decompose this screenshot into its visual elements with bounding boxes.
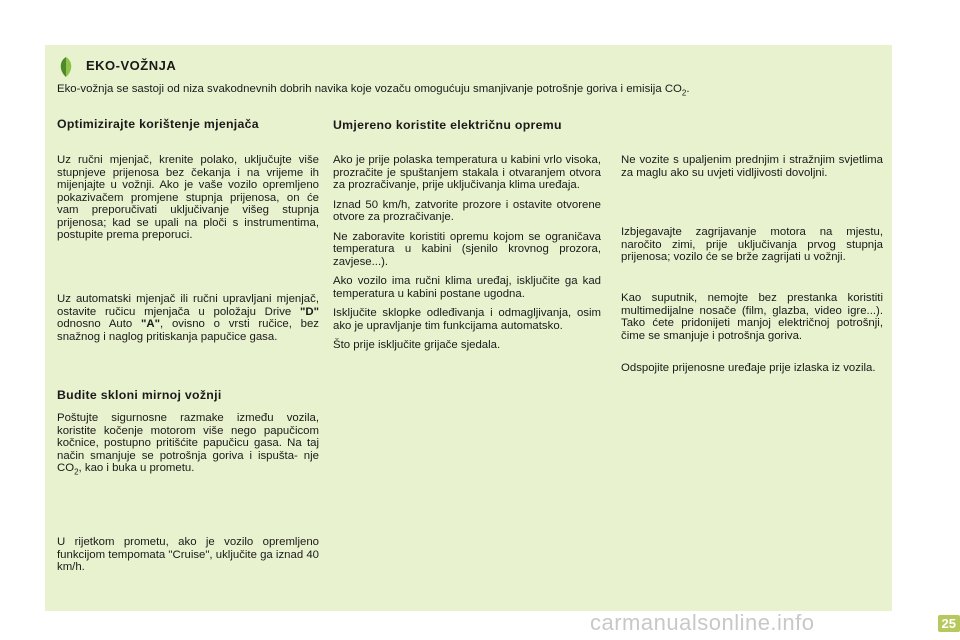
electric-paragraph: Ako vozilo ima ručni klima uređaj, isključite ga kad temperatura u kabini postane ugodna. bbox=[333, 275, 601, 300]
calm-paragraph-1: Poštujte sigurnosne razmake između vozila, koristite kočenje motorom više nego papučicom kočnice, postupno pritišćite papučicu gasa. Na taj način smanjuje se potrošnja goriva i ispušta- nje $CO_2$, kao i buka u prometu. bbox=[57, 412, 319, 477]
gearbox-paragraph-2: Uz automatski mjenjač ili ručni upravljani mjenjač, ostavite ručicu mjenjača u položaju Drive "D" odnosno Auto "A", ovisno o vrsti ručice, bez snažnog i naglog pritiskanja papučice gasa. bbox=[57, 293, 320, 343]
heading-calm-driving: Budite skloni mirnoj vožnji bbox=[57, 388, 222, 402]
electric-paragraph: Izbjegavajte zagrijavanje motora na mjestu, naročito zimi, prije uključivanja prvog stupnja prijenosa; vozilo će se brže zagrijati u vožnji. bbox=[621, 226, 883, 263]
electric-paragraph: Isključite sklopke odleđivanja i odmagljivanja, osim ako je upravljanje tim funkcijama automatsko. bbox=[333, 307, 601, 332]
calm-paragraph-2: U rijetkom prometu, ako je vozilo opremljeno funkcijom tempomata "Cruise", uključite ga iznad 40 km/h. bbox=[57, 536, 319, 573]
electric-paragraph: Ne vozite s upaljenim prednjim i stražnjim svjetlima za maglu ako su uvjeti vidljivosti dovoljni. bbox=[621, 154, 883, 179]
page-title: EKO-VOŽNJA bbox=[86, 58, 177, 73]
gearbox-paragraph-1: Uz ručni mjenjač, krenite polako, uključujte više stupnjeve prijenosa bez čekanja i na vrijeme ih mijenjajte u vožnji. Ako je vaše vozilo opremljeno pokazivačem promjene stupnja prijenosa, on će vam preporučivati uključivanje višeg stupnja prijenosa; kad se upali na ploči s instrumentima, postupite prema preporuci. bbox=[57, 154, 319, 241]
electric-paragraph: Iznad 50 km/h, zatvorite prozore i ostavite otvorene otvore za prozračivanje. bbox=[333, 198, 601, 223]
eco-leaf-icon bbox=[55, 56, 77, 78]
electric-paragraph: Ako je prije polaska temperatura u kabini vrlo visoka, prozračite je spuštanjem stakala i otvaranjem otvora za prozračivanje, prije uključivanja klima uređaja. bbox=[333, 154, 601, 191]
electric-paragraph: Što prije isključite grijače sjedala. bbox=[333, 339, 501, 351]
intro-text: Eko-vožnja se sastoji od niza svakodnevnih dobrih navika koje vozaču omogućuju smanjivanje potrošnje goriva i emisija $CO_2$. bbox=[57, 83, 690, 98]
watermark: carmanualsonline.info bbox=[590, 610, 815, 635]
heading-electric: Umjereno koristite električnu opremu bbox=[333, 118, 562, 132]
electric-paragraph: Kao suputnik, nemojte bez prestanka koristiti multimedijalne nosače (film, glazba, video igre...). Tako ćete pridonijeti manjoj električnoj potrošnji, čime se smanjuje i potrošnja goriva. bbox=[621, 292, 883, 342]
electric-column-2 bbox=[333, 154, 601, 359]
heading-gearbox: Optimizirajte korištenje mjenjača bbox=[57, 117, 259, 131]
electric-paragraph: Ne zaboravite koristiti opremu kojom se ograničava temperatura u kabini (sjenilo krovnog prozora, zavjese...). bbox=[333, 230, 601, 268]
page-number: 25 bbox=[938, 615, 960, 632]
electric-paragraph: Odspojite prijenosne uređaje prije izlaska iz vozila. bbox=[621, 362, 876, 374]
